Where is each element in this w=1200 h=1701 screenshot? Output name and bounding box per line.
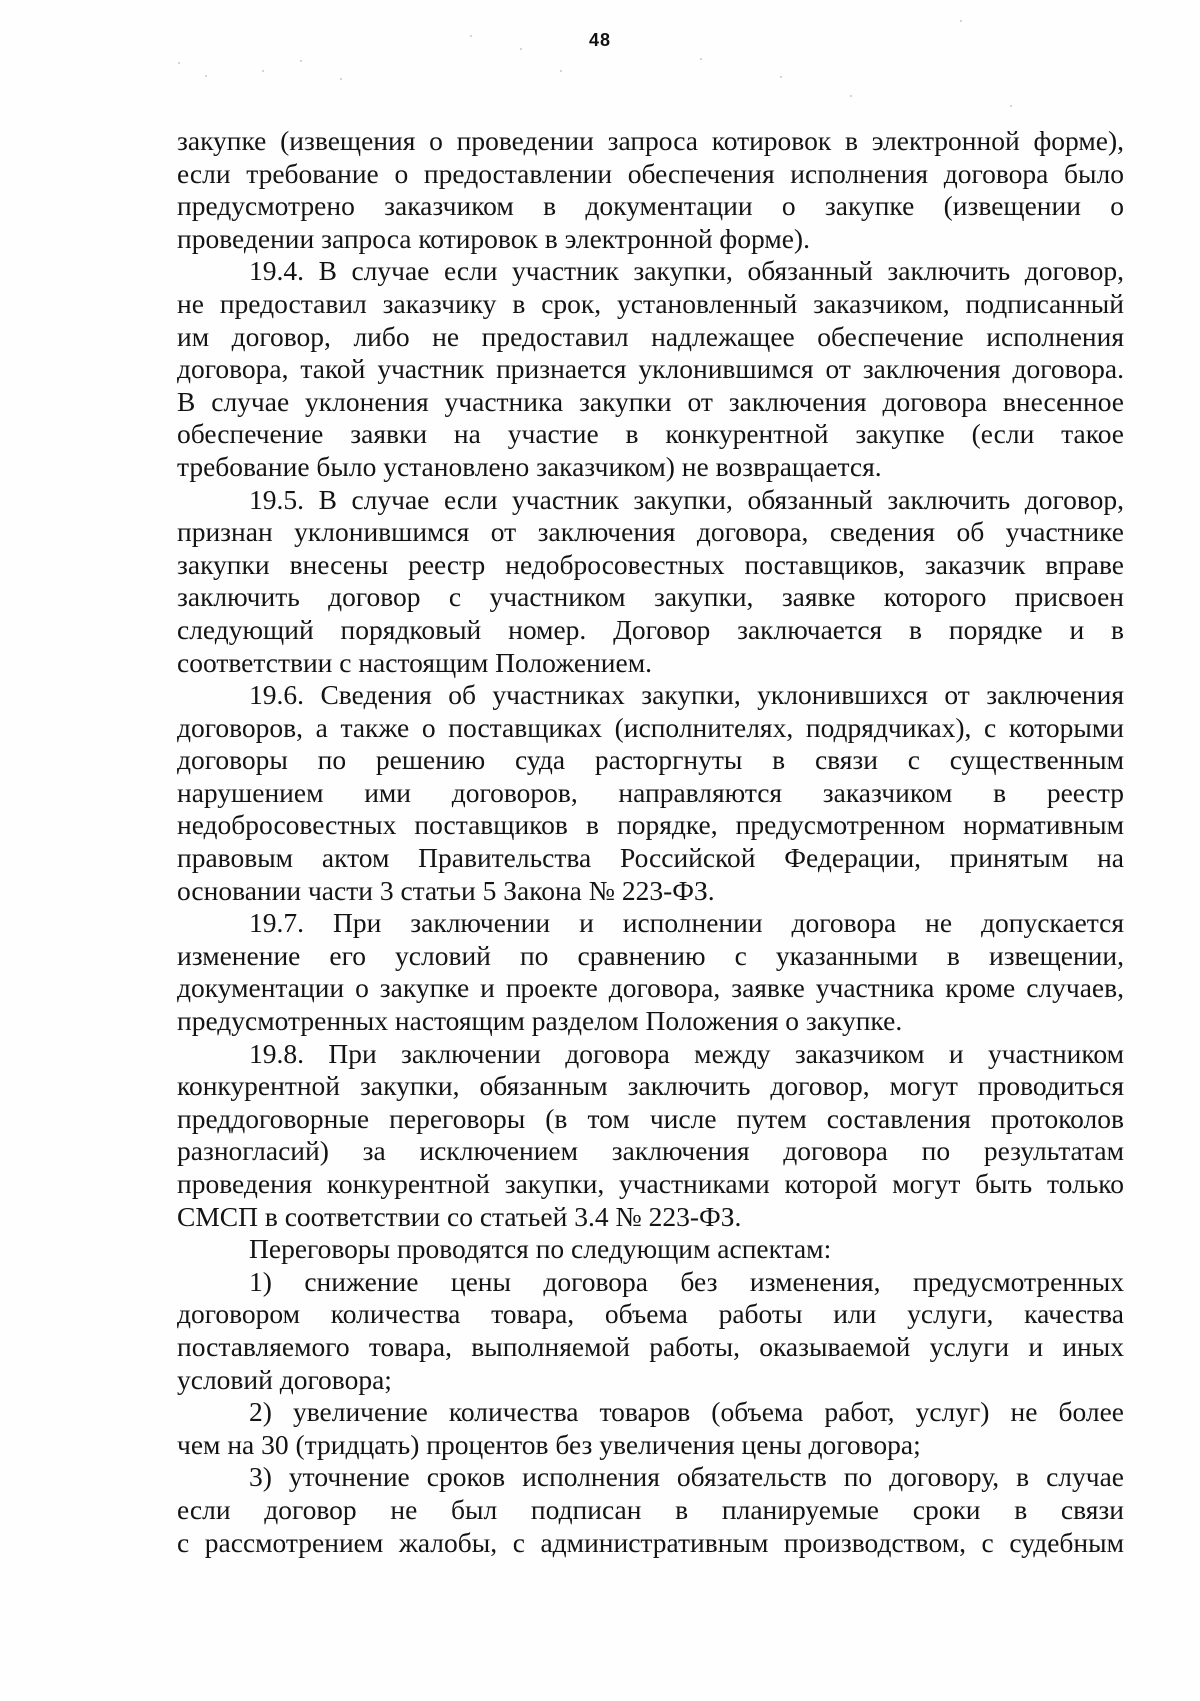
text-line: изменение его условий по сравнению с указанными в извещении, (177, 939, 1124, 971)
text-line: 2) увеличение количества товаров (объема работ, услуг) не более (249, 1396, 1124, 1428)
scan-speck (1010, 105, 1012, 107)
scan-speck (340, 78, 342, 80)
text-line: договором количества товара, объема работы или услуги, качества (177, 1298, 1124, 1330)
scan-speck (850, 95, 852, 97)
text-line: недобросовестных поставщиков в порядке, предусмотренном нормативным (177, 809, 1124, 841)
text-line: заключить договор с участником закупки, заявке которого присвоен (177, 581, 1124, 613)
text-line: договора, такой участник признается уклонившимся от заключения договора. (177, 353, 1124, 385)
text-line: правовым актом Правительства Российской Федерации, принятым на (177, 842, 1124, 874)
text-line: проведении запроса котировок в электронной форме). (177, 222, 810, 254)
text-line: предусмотренных настоящим разделом Положения о закупке. (177, 1005, 903, 1037)
scan-speck (205, 75, 207, 77)
text-line: основании части 3 статьи 5 Закона № 223-ФЗ. (177, 874, 715, 906)
page-number: 48 (588, 30, 612, 50)
text-line: проведения конкурентной закупки, участниками которой могут быть только (177, 1168, 1124, 1199)
text-line: условий договора; (177, 1363, 392, 1395)
text-line: СМСП в соответствии со статьей 3.4 № 223-ФЗ. (177, 1200, 742, 1232)
text-line: требование было установлено заказчиком) не возвращается. (177, 450, 882, 482)
text-line: закупки внесены реестр недобросовестных поставщиков, заказчик вправе (177, 548, 1124, 580)
text-line: 19.4. В случае если участник закупки, обязанный заключить договор, (249, 255, 1124, 287)
text-line: 1) снижение цены договора без изменения, предусмотренных (249, 1265, 1124, 1297)
text-line: 19.5. В случае если участник закупки, обязанный заключить договор, (249, 483, 1124, 515)
scan-speck (178, 62, 180, 64)
text-line: нарушением ими договоров, направляются заказчиком в реестр (177, 776, 1124, 808)
text-line: документации о закупке и проекте договора, заявке участника кроме случаев, (177, 972, 1124, 1004)
scan-speck (262, 70, 264, 72)
text-line: 19.7. При заключении и исполнении договора не допускается (249, 907, 1124, 939)
text-line: конкурентной закупки, обязанным заключить договор, могут проводиться (177, 1070, 1124, 1102)
text-line: 19.6. Сведения об участниках закупки, уклонившихся от заключения (249, 679, 1124, 711)
scan-speck (780, 76, 782, 78)
text-line: преддоговорные переговоры (в том числе путем составления протоколов (177, 1102, 1124, 1134)
text-line: им договор, либо не предоставил надлежащее обеспечение исполнения (177, 320, 1124, 352)
text-line: поставляемого товара, выполняемой работы, оказываемой услуги и иных (177, 1330, 1124, 1362)
text-line: 3) уточнение сроков исполнения обязательств по договору, в случае (249, 1461, 1124, 1493)
scan-speck (560, 70, 562, 72)
text-line: обеспечение заявки на участие в конкурентной закупке (если такое (177, 418, 1124, 450)
text-line: если требование о предоставлении обеспечения исполнения договора было (177, 157, 1124, 189)
text-line: договоры по решению суда расторгнуты в связи с существенным (177, 744, 1124, 776)
text-line: если договор не был подписан в планируемые сроки в связи (177, 1493, 1124, 1525)
text-line: признан уклонившимся от заключения договора, сведения об участнике (177, 516, 1124, 548)
text-line: В случае уклонения участника закупки от заключения договора внесенное (177, 385, 1124, 417)
text-line: 19.8. При заключении договора между заказчиком и участником (249, 1037, 1124, 1069)
text-line: закупке (извещения о проведении запроса котировок в электронной форме), (177, 125, 1124, 156)
text-line: Переговоры проводятся по следующим аспектам: (249, 1233, 832, 1265)
scan-speck (960, 20, 962, 22)
text-line: чем на 30 (тридцать) процентов без увеличения цены договора; (177, 1428, 921, 1460)
text-line: разногласий) за исключением заключения договора по результатам (177, 1135, 1124, 1167)
text-line: с рассмотрением жалобы, с административным производством, с судебным (177, 1526, 1124, 1558)
text-line: следующий порядковый номер. Договор заключается в порядке и в (177, 613, 1124, 645)
scan-speck (300, 60, 302, 62)
text-line: договоров, а также о поставщиках (исполнителях, подрядчиках), с которыми (177, 711, 1124, 743)
document-body (177, 125, 1124, 1559)
text-line: не предоставил заказчику в срок, установленный заказчиком, подписанный (177, 287, 1124, 319)
text-line: соответствии с настоящим Положением. (177, 646, 652, 678)
scan-speck (700, 58, 702, 60)
text-line: предусмотрено заказчиком в документации о закупке (извещении о (177, 190, 1124, 222)
